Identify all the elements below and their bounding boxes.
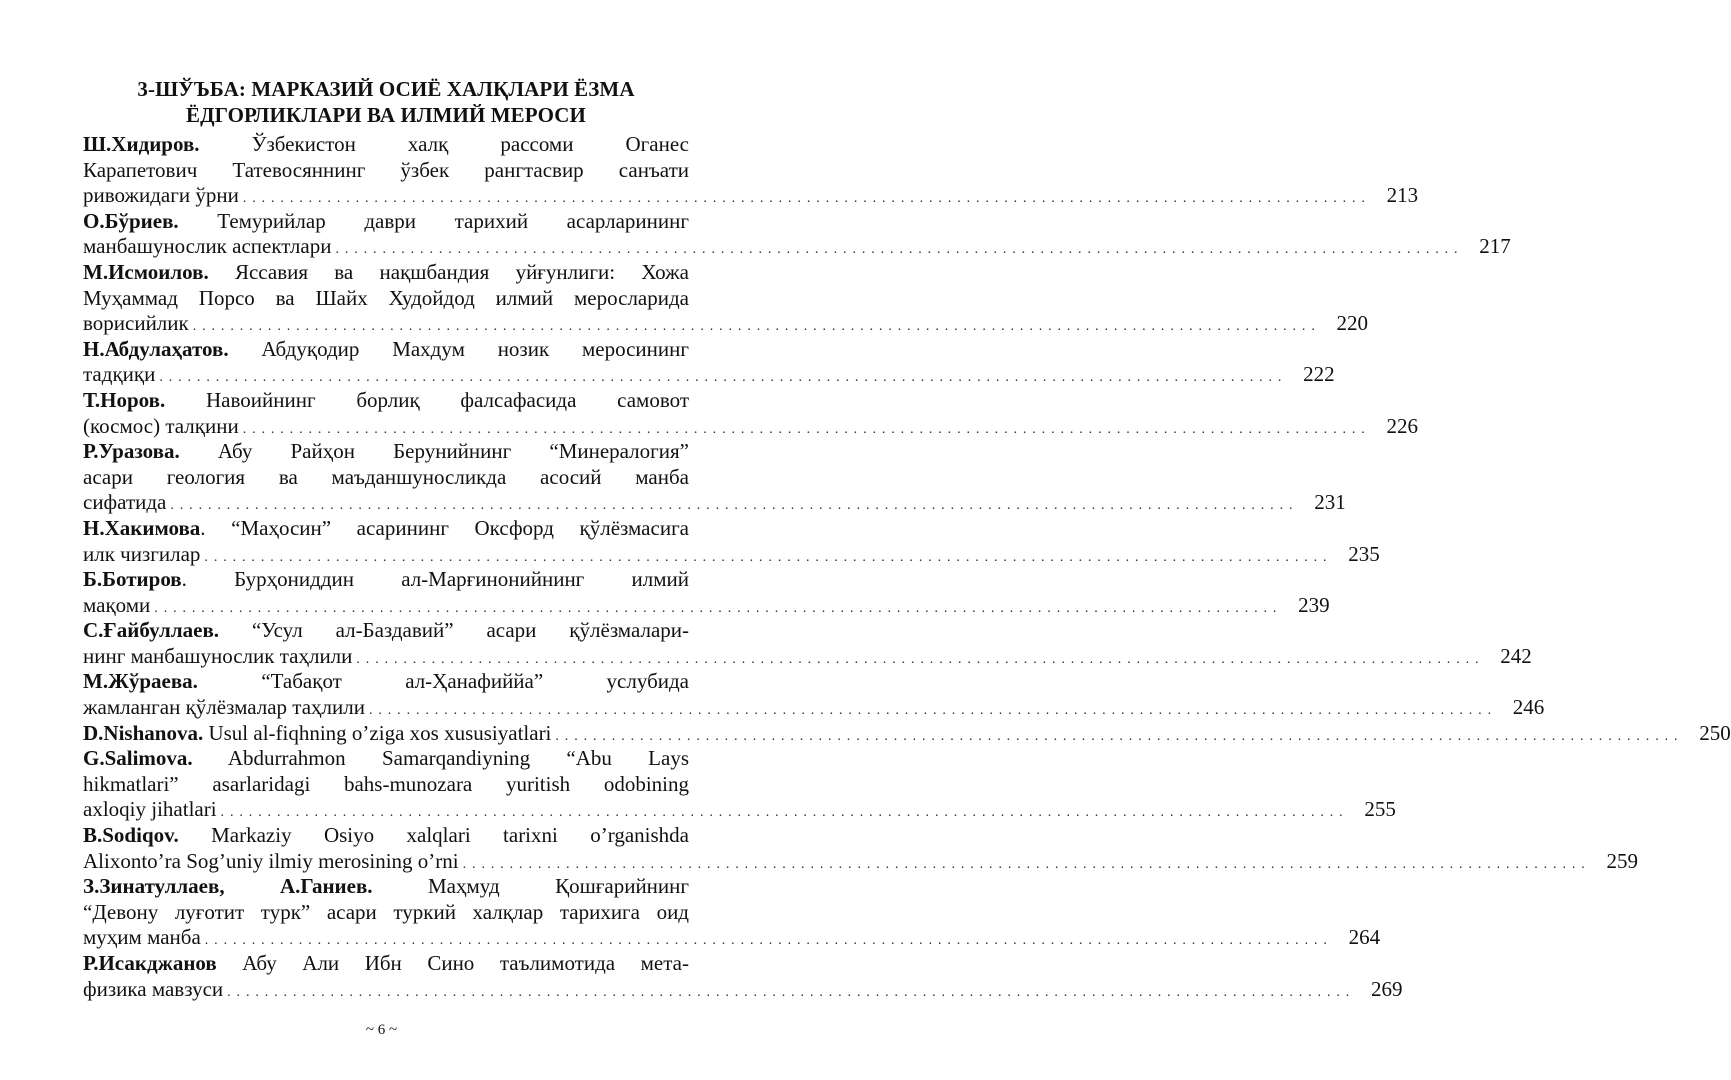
- toc-entry-line: [83, 234, 1511, 260]
- toc-title-text: Абу Райҳон Берунийнинг “Минералогия”: [179, 439, 689, 464]
- toc-author: Р.Уразова.: [83, 439, 180, 464]
- toc-entry-text: [83, 925, 201, 951]
- dot-leader: . . . . . . . . . . . . . . . . . . . . . . . . . . . . . . . . . . . . . . . . . . . . . . . . . . . . . . . . . . . . . . . . . . . . . . . . . . . . . . . . . . . . . . . . . . . . . . . . . . . . . . . . . . . . . . . . . . . . . . . .: [220, 805, 1344, 821]
- dot-leader: . . . . . . . . . . . . . . . . . . . . . . . . . . . . . . . . . . . . . . . . . . . . . . . . . . . . . . . . . . . . . . . . . . . . . . . . . . . . . . . . . . . . . . . . . . . . . . . . . . . . . . . . . . . . . . . . . . . . . . . .: [335, 242, 1459, 258]
- toc-entry[interactable]: [83, 567, 1330, 618]
- dot-leader: . . . . . . . . . . . . . . . . . . . . . . . . . . . . . . . . . . . . . . . . . . . . . . . . . . . . . . . . . . . . . . . . . . . . . . . . . . . . . . . . . . . . . . . . . . . . . . . . . . . . . . . . . . . . . . . . . . . . . . . .: [242, 421, 1366, 437]
- toc-entry-line: [83, 746, 689, 772]
- toc-page-number: 226: [1386, 413, 1418, 438]
- toc-entry[interactable]: [83, 515, 1380, 567]
- toc-title-text: Абдуқодир Махдум нозик меросининг: [228, 336, 689, 361]
- toc-title-text: Alixonto’ra Sog’uniy ilmiy merosining o’rni: [83, 848, 459, 873]
- toc-entry-line: [83, 465, 689, 491]
- toc-entry-text: [83, 695, 365, 721]
- section-title-line-2: ЁДГОРЛИКЛАРИ ВА ИЛМИЙ МЕРОСИ: [186, 103, 586, 127]
- toc-entry-text: [83, 362, 155, 388]
- dot-leader: . . . . . . . . . . . . . . . . . . . . . . . . . . . . . . . . . . . . . . . . . . . . . . . . . . . . . . . . . . . . . . . . . . . . . . . . . . . . . . . . . . . . . . . . . . . . . . . . . . . . . . . . . . . . . . . . . . . . . . . .: [555, 728, 1679, 744]
- toc-entry-text: [83, 311, 189, 337]
- toc-entry-line: [83, 643, 1532, 670]
- toc-author: G.Salimova.: [83, 746, 193, 771]
- toc-entry-line: [83, 541, 1380, 568]
- toc-page-number: 222: [1303, 362, 1335, 387]
- toc-title-text: Маҳмуд Қошғарийнинг: [372, 874, 690, 899]
- toc-entry[interactable]: [83, 259, 1369, 337]
- toc-title-text: жамланган қўлёзмалар таҳлили: [83, 695, 365, 720]
- dot-leader: . . . . . . . . . . . . . . . . . . . . . . . . . . . . . . . . . . . . . . . . . . . . . . . . . . . . . . . . . . . . . . . . . . . . . . . . . . . . . . . . . . . . . . . . . . . . . . . . . . . . . . . . . . . . . . . . . . . . . . . .: [159, 370, 1283, 386]
- toc-author: М.Жўраева.: [83, 669, 198, 694]
- toc-entry[interactable]: [83, 874, 1381, 951]
- toc-title-text: Навоийнинг борлиқ фалсафасида самовот: [165, 387, 689, 412]
- toc-entry-line: [83, 337, 689, 363]
- toc-entry-line: [83, 618, 689, 644]
- toc-entry-line: [83, 900, 689, 926]
- toc-entry[interactable]: [83, 746, 1396, 823]
- toc-entry-line: [83, 848, 1638, 875]
- toc-title-text: ворисийлик: [83, 311, 189, 336]
- toc-entry[interactable]: [83, 669, 1545, 720]
- toc-title-text: тадқиқи: [83, 362, 156, 387]
- toc-entry-text: [83, 234, 331, 260]
- toc-entry-line: [83, 951, 689, 977]
- toc-entry[interactable]: [83, 823, 1638, 874]
- toc-entry-line: [83, 413, 1418, 440]
- toc-entry-text: [83, 849, 459, 875]
- document-page: [83, 76, 1731, 1002]
- toc-entry[interactable]: [83, 720, 1731, 747]
- toc-entry-text: [83, 183, 239, 209]
- toc-entry-line: [83, 183, 1419, 209]
- toc-title-text: Муҳаммад Порсо ва Шайх Худойдод илмий меросларида: [83, 285, 689, 310]
- toc-entry-text: [83, 542, 200, 568]
- toc-author: Р.Исакджанов: [83, 951, 217, 975]
- toc-entry-text: [83, 414, 239, 440]
- toc-entry[interactable]: [83, 387, 1418, 439]
- toc-entry-line: [83, 388, 689, 414]
- toc-entry-line: [83, 158, 689, 184]
- toc-author: Ш.Хидиров.: [83, 132, 200, 156]
- section-title-line-1: 3-ШЎЪБА: МАРКАЗИЙ ОСИЁ ХАЛҚЛАРИ ЁЗМА: [137, 77, 635, 101]
- toc-page-number: 246: [1512, 695, 1545, 720]
- toc-entry-line: [83, 823, 689, 849]
- table-of-contents: [83, 132, 1731, 1002]
- toc-entry-line: [83, 362, 1335, 388]
- toc-title-text: ривожидаги ўрни: [83, 183, 239, 208]
- toc-entry-text: [83, 797, 217, 823]
- dot-leader: . . . . . . . . . . . . . . . . . . . . . . . . . . . . . . . . . . . . . . . . . . . . . . . . . . . . . . . . . . . . . . . . . . . . . . . . . . . . . . . . . . . . . . . . . . . . . . . . . . . . . . . . . . . . . . . . . . . . . . . .: [242, 191, 1367, 207]
- toc-title-text: Темурийлар даври тарихий асарларининг: [178, 208, 689, 233]
- toc-entry-line: [83, 286, 689, 312]
- toc-entry-text: [83, 644, 352, 670]
- toc-title-text: . Бурҳониддин ал-Марғинонийнинг илмий: [181, 567, 689, 592]
- toc-title-text: физика мавзуси: [83, 976, 224, 1001]
- toc-title-text: Карапетович Татевосяннинг ўзбек рангтасвир санъати: [83, 157, 689, 182]
- toc-title-text: Abdurrahmon Samarqandiyning “Abu Lays: [192, 746, 689, 771]
- toc-entry-line: [83, 874, 689, 900]
- toc-page-number: 213: [1386, 183, 1419, 208]
- dot-leader: . . . . . . . . . . . . . . . . . . . . . . . . . . . . . . . . . . . . . . . . . . . . . . . . . . . . . . . . . . . . . . . . . . . . . . . . . . . . . . . . . . . . . . . . . . . . . . . . . . . . . . . . . . . . . . . . . . . . . . . .: [356, 651, 1480, 667]
- toc-entry[interactable]: [83, 951, 1403, 1002]
- toc-entry-line: [83, 260, 689, 286]
- toc-title-text: “Усул ал-Баздавий” асари қўлёзмалари-: [219, 618, 689, 643]
- toc-title-text: илк чизгилар: [83, 541, 201, 566]
- toc-entry-text: [83, 490, 166, 516]
- toc-title-text: манбашунослик аспектлари: [83, 234, 332, 259]
- toc-title-text: “Девону луғотит турк” асари туркий халқлар тарихига оид: [83, 899, 689, 924]
- toc-title-text: мақоми: [83, 592, 151, 617]
- toc-title-text: . “Маҳосин” асарининг Оксфорд қўлёзмасига: [200, 515, 689, 540]
- toc-author: М.Исмоилов.: [83, 259, 209, 284]
- dot-leader: . . . . . . . . . . . . . . . . . . . . . . . . . . . . . . . . . . . . . . . . . . . . . . . . . . . . . . . . . . . . . . . . . . . . . . . . . . . . . . . . . . . . . . . . . . . . . . . . . . . . . . . . . . . . . . . . . . . . . . . .: [192, 319, 1317, 335]
- toc-author: Н.Хакимова: [83, 515, 201, 540]
- toc-title-text: асари геология ва маъданшуносликда асосий манба: [83, 464, 689, 489]
- toc-page-number: 264: [1348, 925, 1381, 950]
- toc-page-number: 269: [1370, 976, 1403, 1001]
- toc-author: О.Бўриев.: [83, 208, 179, 233]
- toc-entry[interactable]: [83, 132, 1419, 209]
- toc-entry-line: [83, 132, 689, 158]
- toc-page-number: 220: [1336, 311, 1369, 336]
- toc-entry-line: [83, 567, 689, 593]
- toc-page-number: 255: [1364, 797, 1396, 822]
- toc-entry-line: [83, 490, 1346, 516]
- toc-author: С.Ғайбуллаев.: [83, 618, 220, 643]
- toc-entry-line: [83, 516, 689, 542]
- toc-page-number: 235: [1348, 541, 1380, 566]
- toc-entry-line: [83, 976, 1403, 1003]
- toc-entry-line: [83, 925, 1381, 951]
- toc-entry-line: [83, 669, 689, 695]
- toc-entry[interactable]: [83, 439, 1346, 516]
- toc-entry-line: [83, 592, 1330, 619]
- toc-title-text: Яссавия ва нақшбандия уйғунлиги: Хожа: [208, 259, 689, 284]
- toc-entry-line: [83, 311, 1369, 337]
- toc-title-text: hikmatlari” asarlaridagi bahs-munozara yuritish odobining: [83, 771, 689, 796]
- toc-page-number: 250: [1699, 720, 1731, 745]
- toc-page-number: 239: [1298, 592, 1330, 617]
- toc-title-text: “Табақот ал-Ҳанафиййа” услубида: [197, 669, 689, 694]
- page-number-footer: ~ 6 ~: [365, 1022, 398, 1038]
- dot-leader: . . . . . . . . . . . . . . . . . . . . . . . . . . . . . . . . . . . . . . . . . . . . . . . . . . . . . . . . . . . . . . . . . . . . . . . . . . . . . . . . . . . . . . . . . . . . . . . . . . . . . . . . . . . . . . . . . . . . . . . .: [368, 703, 1493, 719]
- toc-entry-text: [83, 977, 223, 1003]
- toc-entry-line: [83, 797, 1396, 823]
- toc-title-text: (космос) талқини: [83, 413, 239, 438]
- toc-title-text: сифатида: [83, 490, 167, 515]
- toc-entry-line: [83, 695, 1545, 721]
- toc-author: Т.Норов.: [83, 387, 166, 412]
- toc-entry[interactable]: [83, 336, 1335, 388]
- toc-entry-line: [83, 720, 1731, 747]
- toc-title-text: Usul al-fiqhning o’ziga xos xususiyatlari: [203, 720, 552, 745]
- dot-leader: . . . . . . . . . . . . . . . . . . . . . . . . . . . . . . . . . . . . . . . . . . . . . . . . . . . . . . . . . . . . . . . . . . . . . . . . . . . . . . . . . . . . . . . . . . . . . . . . . . . . . . . . . . . . . . . . . . . . . . . .: [204, 549, 1328, 565]
- dot-leader: . . . . . . . . . . . . . . . . . . . . . . . . . . . . . . . . . . . . . . . . . . . . . . . . . . . . . . . . . . . . . . . . . . . . . . . . . . . . . . . . . . . . . . . . . . . . . . . . . . . . . . . . . . . . . . . . . . . . . . . .: [204, 933, 1329, 949]
- toc-entry-line: [83, 209, 689, 235]
- dot-leader: . . . . . . . . . . . . . . . . . . . . . . . . . . . . . . . . . . . . . . . . . . . . . . . . . . . . . . . . . . . . . . . . . . . . . . . . . . . . . . . . . . . . . . . . . . . . . . . . . . . . . . . . . . . . . . . . . . . . . . . .: [227, 984, 1351, 1000]
- toc-page-number: 231: [1314, 490, 1346, 515]
- toc-title-text: Markaziy Osiyo xalqlari tarixni o’rganishda: [178, 823, 689, 848]
- toc-entry-line: [83, 772, 689, 798]
- toc-title-text: муҳим манба: [83, 925, 201, 950]
- toc-author: B.Sodiqov.: [83, 823, 179, 848]
- toc-title-text: axloqiy jihatlari: [83, 797, 217, 822]
- toc-author: Б.Ботиров: [83, 567, 182, 592]
- toc-page-number: 242: [1500, 643, 1532, 668]
- toc-title-text: нинг манбашунослик таҳлили: [83, 643, 353, 668]
- toc-entry-line: [83, 439, 689, 465]
- toc-title-text: Ўзбекистон халқ рассоми Оганес: [199, 132, 689, 156]
- dot-leader: . . . . . . . . . . . . . . . . . . . . . . . . . . . . . . . . . . . . . . . . . . . . . . . . . . . . . . . . . . . . . . . . . . . . . . . . . . . . . . . . . . . . . . . . . . . . . . . . . . . . . . . . . . . . . . . . . . . . . . . .: [154, 600, 1278, 616]
- toc-entry[interactable]: [83, 208, 1511, 260]
- toc-title-text: Абу Али Ибн Сино таълимотида мета-: [216, 951, 689, 975]
- toc-author: D.Nishanova.: [83, 720, 204, 745]
- dot-leader: . . . . . . . . . . . . . . . . . . . . . . . . . . . . . . . . . . . . . . . . . . . . . . . . . . . . . . . . . . . . . . . . . . . . . . . . . . . . . . . . . . . . . . . . . . . . . . . . . . . . . . . . . . . . . . . . . . . . . . . .: [462, 856, 1586, 872]
- toc-author: Н.Абдулаҳатов.: [83, 336, 229, 361]
- section-title: [83, 76, 689, 128]
- toc-author: З.Зинатуллаев, А.Ганиев.: [83, 874, 373, 899]
- toc-entry-text: [83, 593, 150, 619]
- toc-page-number: 259: [1606, 848, 1638, 873]
- toc-page-number: 217: [1479, 234, 1511, 259]
- toc-entry[interactable]: [83, 618, 1532, 669]
- dot-leader: . . . . . . . . . . . . . . . . . . . . . . . . . . . . . . . . . . . . . . . . . . . . . . . . . . . . . . . . . . . . . . . . . . . . . . . . . . . . . . . . . . . . . . . . . . . . . . . . . . . . . . . . . . . . . . . . . . . . . . . .: [170, 498, 1294, 514]
- toc-entry-text: [83, 721, 551, 747]
